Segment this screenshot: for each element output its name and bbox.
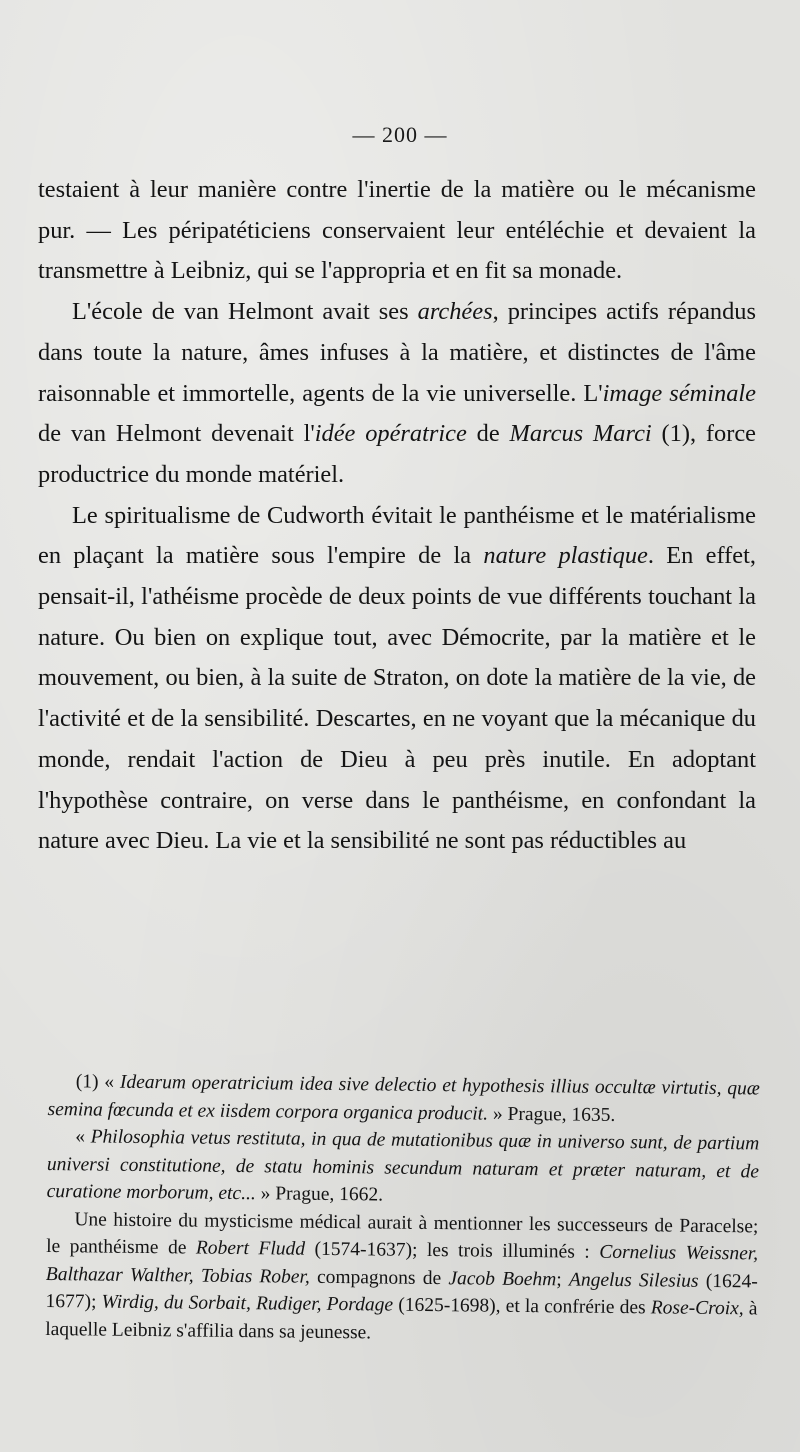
footnote-2-text: » Prague, 1662.: [255, 1183, 384, 1206]
footnote-3-italic-jacob-boehm: Jacob Boehm: [448, 1267, 557, 1290]
footnote-1-italic: Idearum operatricium idea sive delectio et hypothesis illius occultæ virtutis, quæ semina fœcunda et ex iisdem corpora organica producit.: [47, 1071, 760, 1125]
footnote-3-italic-wirdig: Wirdig, du Sorbait, Rudiger, Pordage: [101, 1291, 394, 1316]
paragraph-2-text-1: L'école de van Helmont avait ses: [72, 298, 418, 326]
paragraph-3-text-1: Le spiritualisme de Cudworth évitait le panthéisme et le matérialisme en plaçant la matière sous l'empire de la: [38, 501, 756, 570]
paragraph-2-text-2: , principes actifs répandus dans toute la nature, âmes infuses à la matière, et distinctes de l'âme raisonnable et immortelle, agents de la vie universelle. L': [38, 298, 756, 407]
footnote-2-open-quote: «: [75, 1126, 91, 1148]
footnote-1: [47, 1068, 760, 1130]
footnote-3-italic-robert-fludd: Robert Fludd: [195, 1237, 306, 1260]
footnote-3-italic-rose-croix: Rose-Croix,: [650, 1297, 744, 1320]
footnote-3-text-5: (1624-1677);: [45, 1270, 758, 1313]
footnote-3-italic-angelus-silesius: Angelus Silesius: [568, 1268, 699, 1292]
paragraph-2-text-5: (1), force productrice du monde matériel.: [38, 420, 756, 488]
footnote-1-text: » Prague, 1635.: [487, 1103, 616, 1126]
paragraph-2-italic-archees: archées: [417, 298, 493, 326]
footnote-3-text-3: compagnons de: [309, 1266, 449, 1289]
footnote-3-text-4: ;: [556, 1268, 570, 1290]
paragraph-3: [38, 496, 756, 862]
paragraph-2-text-3: de van Helmont devenait l': [38, 420, 315, 448]
paragraph-2-italic-marcus-marci: Marcus Marci: [509, 420, 652, 448]
footnote-2-italic: Philosophia vetus restituta, in qua de mutationibus quæ in universo sunt, de partium universi constitutione, de statu hominis secundum naturam et præter naturam, et de curatione morborum, etc...: [46, 1126, 760, 1205]
footnote-3-text-2: (1574-1637); les trois illuminés :: [304, 1238, 600, 1263]
paragraph-3-italic-nature-plastique: nature plastique: [483, 542, 648, 570]
paragraph-3-text-2: . En effet, pensait-il, l'athéisme procède de deux points de vue différents touchant la nature. Ou bien on explique tout, avec Démocrite, par la matière et le mouvement, ou bien, à la suite de Straton, on dote la matière de la vie, de l'activité et de la sensibilité. Descartes, en ne voyant que la mécanique du monde, rendait l'action de Dieu à peu près inutile. En adoptant l'hypothèse contraire, on verse dans le panthéisme, en confondant la nature avec Dieu. La vie et la sensibilité ne sont pas réductibles au: [38, 542, 756, 855]
footnote-3-text-6: (1625-1698), et la confrérie des: [393, 1294, 651, 1319]
footnote-3-text-7: à laquelle Leibniz s'affilia dans sa jeunesse.: [45, 1298, 758, 1343]
footnotes: [45, 1068, 760, 1350]
paragraph-2: [38, 292, 756, 496]
paragraph-2-italic-idee-operatrice: idée opératrice: [314, 420, 467, 448]
footnote-1-marker: (1) «: [75, 1071, 121, 1093]
footnote-3-text-1: Une histoire du mysticisme médical aurait à mentionner les successeurs de Paracelse; le panthéisme de: [46, 1208, 759, 1259]
paragraph-2-italic-image-seminale: image séminale: [602, 379, 756, 407]
footnote-3-italic-illumines: Cornelius Weissner, Balthazar Walther, Tobias Rober,: [45, 1241, 759, 1288]
main-text: [38, 170, 756, 862]
paragraph-2-text-4: de: [466, 420, 510, 448]
footnote-3: [45, 1205, 758, 1350]
page-number: — 200 —: [352, 122, 448, 147]
footnote-2: [47, 1123, 760, 1213]
paragraph-1: testaient à leur manière contre l'inertie de la matière ou le mécanisme pur. — Les péripatéticiens conservaient leur entéléchie et devaient la transmettre à Leibniz, qui se l'appropria et en fit sa monade.: [38, 176, 756, 285]
